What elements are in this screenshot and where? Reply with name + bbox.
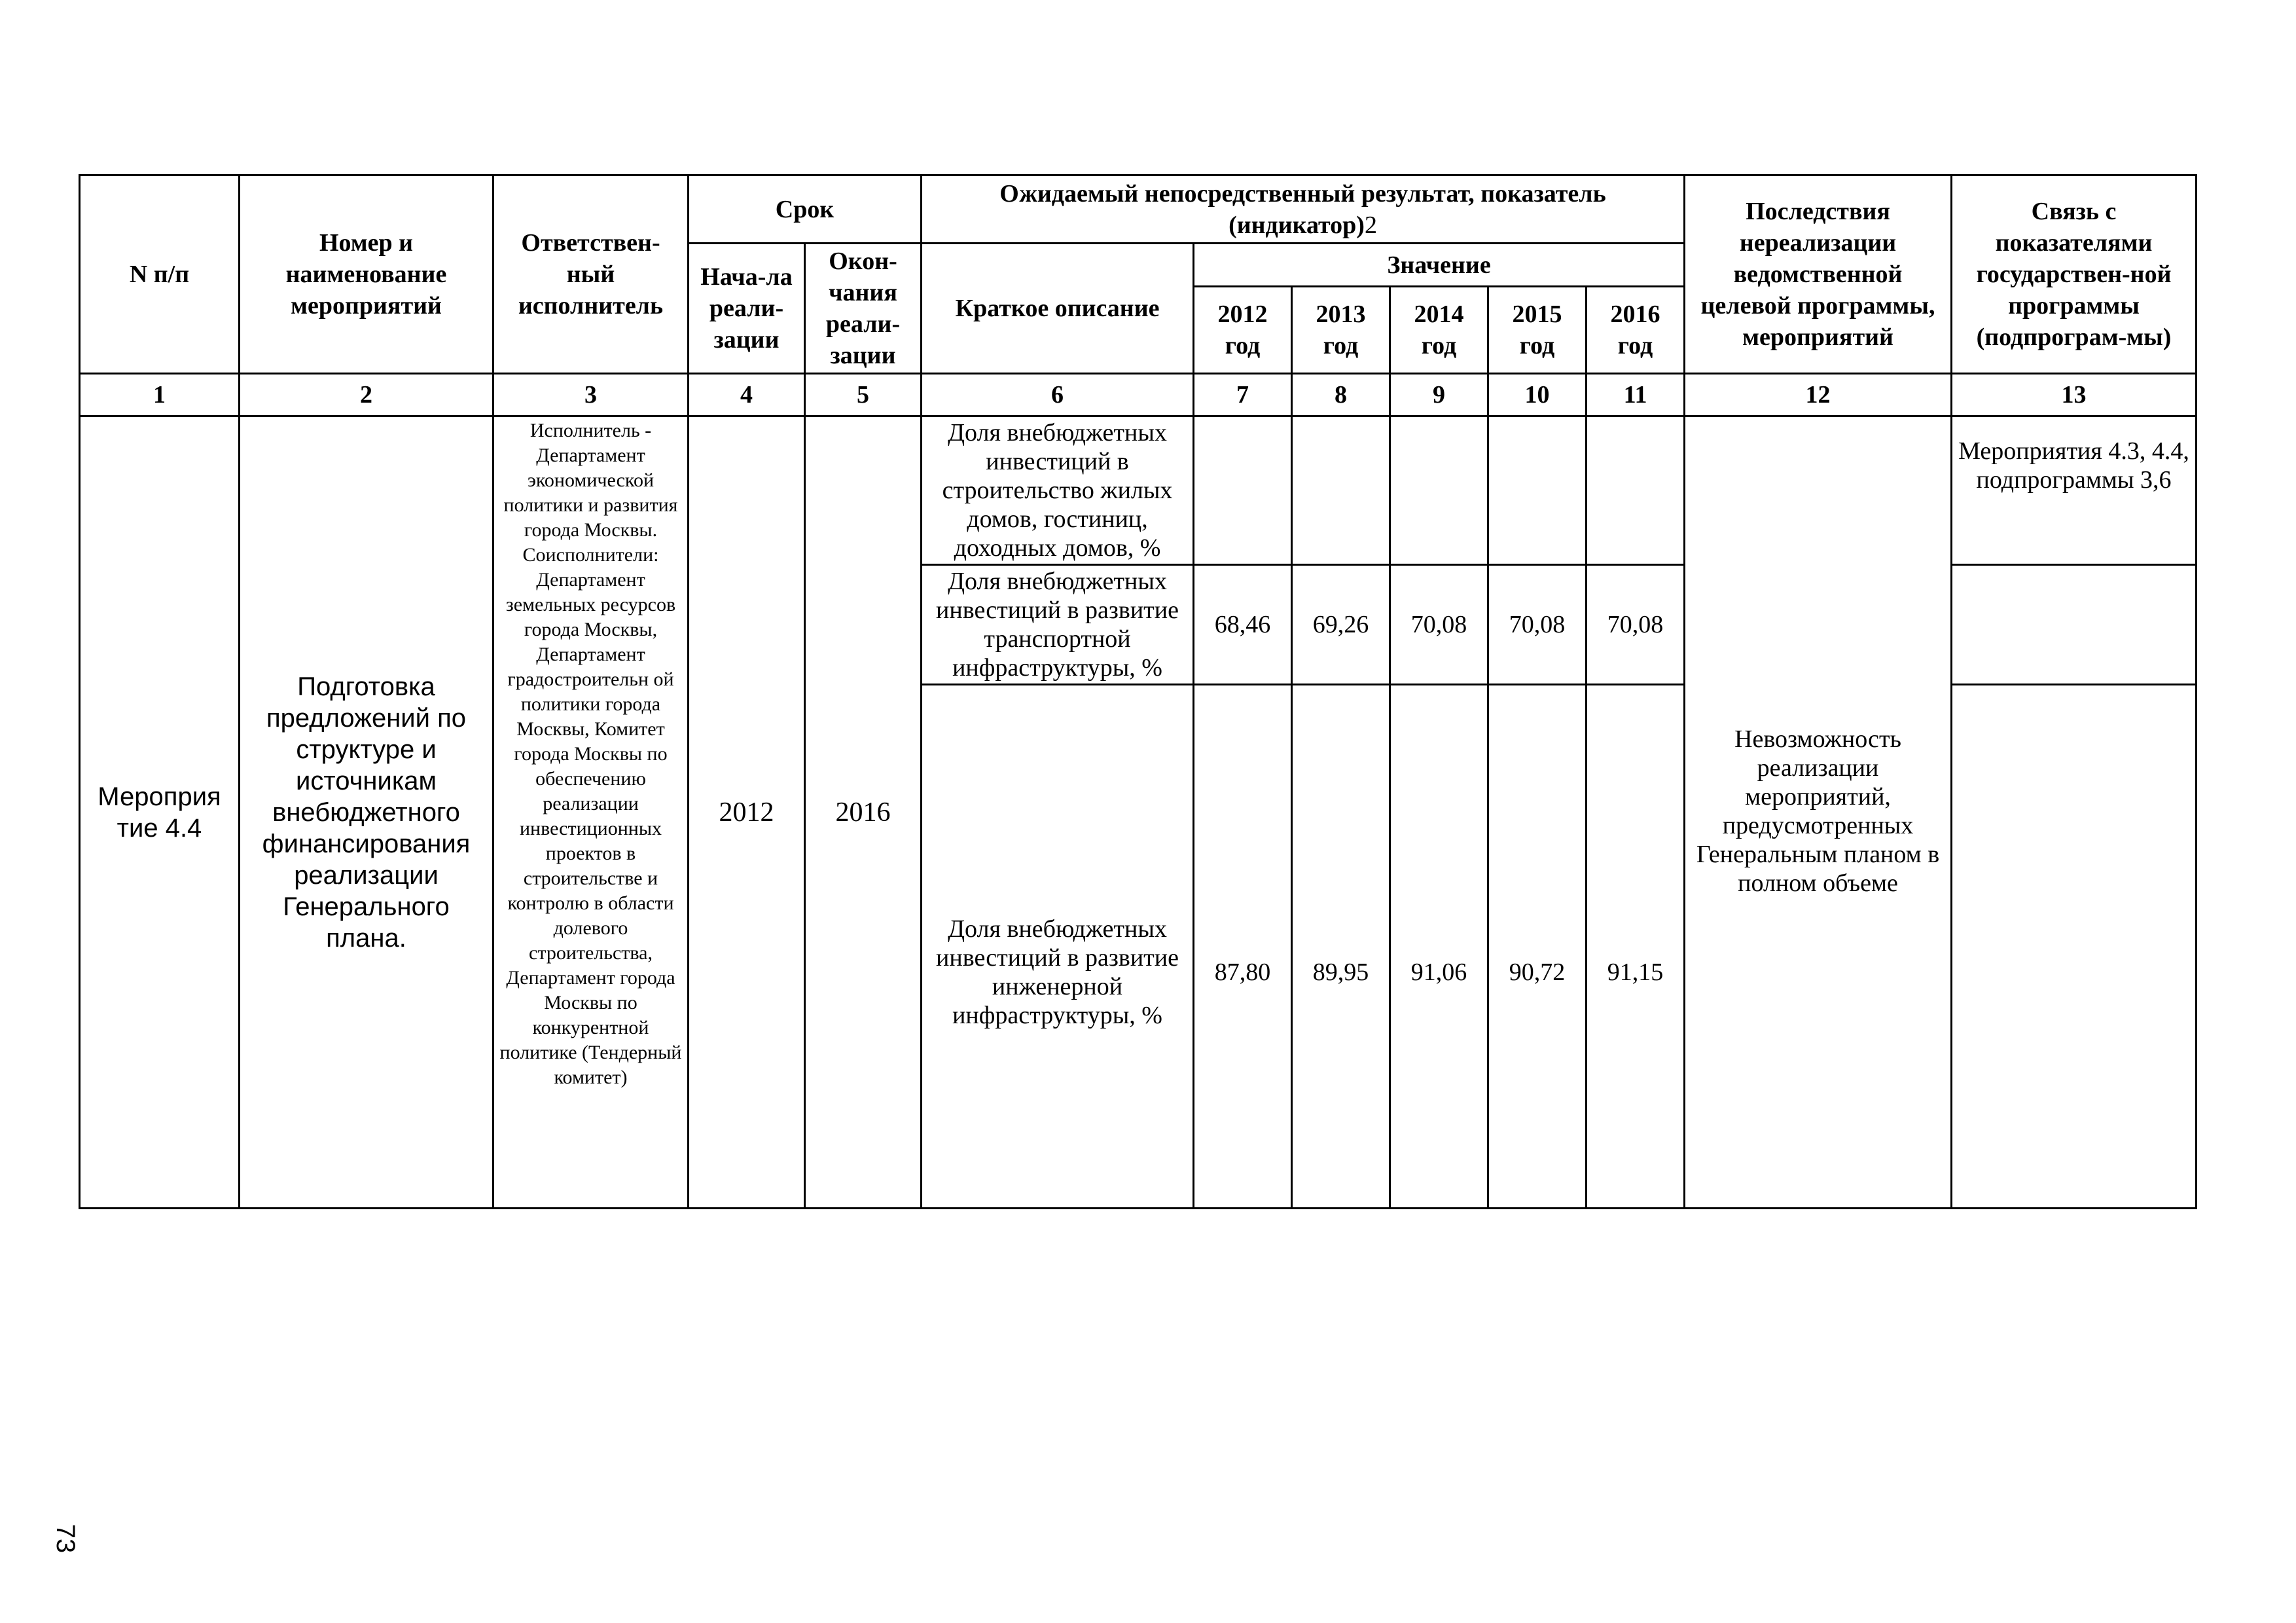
header-link: Связь с показателями государствен-ной программы (подпрограм-мы)	[1952, 175, 2197, 374]
indicator-value	[1292, 416, 1390, 565]
col-number: 6	[922, 374, 1194, 416]
indicator-value	[1390, 416, 1488, 565]
indicator-link	[1952, 565, 2197, 685]
col-number: 4	[689, 374, 805, 416]
page-number: 73	[51, 1523, 81, 1554]
indicator-value: 69,26	[1292, 565, 1390, 685]
header-num: N п/п	[80, 175, 240, 374]
header-year: 2013 год	[1292, 287, 1390, 374]
header-year: 2014 год	[1390, 287, 1488, 374]
indicator-desc: Доля внебюджетных инвестиций в развитие инженерной инфраструктуры, %	[922, 685, 1194, 1209]
header-value: Значение	[1194, 244, 1685, 287]
header-result-text: Ожидаемый непосредственный результат, показатель (индикатор)	[999, 179, 1606, 239]
indicator-value: 91,15	[1587, 685, 1685, 1209]
indicator-link: Мероприятия 4.3, 4.4, подпрограммы 3,6	[1952, 416, 2197, 565]
col-number: 5	[805, 374, 922, 416]
indicator-link	[1952, 685, 2197, 1209]
indicator-value: 91,06	[1390, 685, 1488, 1209]
col-number: 13	[1952, 374, 2197, 416]
header-year: 2012 год	[1194, 287, 1292, 374]
header-term: Срок	[689, 175, 922, 244]
row-consequences: Невозможность реализации мероприятий, предусмотренных Генеральным планом в полном объеме	[1685, 416, 1952, 1209]
indicator-value: 70,08	[1390, 565, 1488, 685]
indicator-value	[1194, 416, 1292, 565]
indicator-value: 87,80	[1194, 685, 1292, 1209]
header-year: 2015 год	[1488, 287, 1587, 374]
indicator-value	[1587, 416, 1685, 565]
activities-table	[79, 174, 2197, 1209]
header-year: 2016 год	[1587, 287, 1685, 374]
col-number: 7	[1194, 374, 1292, 416]
indicator-value: 89,95	[1292, 685, 1390, 1209]
col-number: 11	[1587, 374, 1685, 416]
row-num: Мероприя тие 4.4	[80, 416, 240, 1209]
col-number: 8	[1292, 374, 1390, 416]
header-consequences: Последствия нереализации ведомственной целевой программы, мероприятий	[1685, 175, 1952, 374]
col-number: 9	[1390, 374, 1488, 416]
indicator-value: 90,72	[1488, 685, 1587, 1209]
header-term-end: Окон-чания реали-зации	[805, 244, 922, 374]
indicator-value	[1488, 416, 1587, 565]
col-number: 2	[240, 374, 493, 416]
header-result-sup: 2	[1364, 211, 1377, 239]
header-responsible: Ответствен-ный исполнитель	[493, 175, 689, 374]
row-end: 2016	[805, 416, 922, 1209]
col-number: 3	[493, 374, 689, 416]
table-row	[80, 416, 2197, 565]
indicator-value: 68,46	[1194, 565, 1292, 685]
header-short-desc: Краткое описание	[922, 244, 1194, 374]
col-number: 10	[1488, 374, 1587, 416]
indicator-desc: Доля внебюджетных инвестиций в развитие транспортной инфраструктуры, %	[922, 565, 1194, 685]
row-start: 2012	[689, 416, 805, 1209]
indicator-value: 70,08	[1488, 565, 1587, 685]
header-term-start: Нача-ла реали-зации	[689, 244, 805, 374]
col-number: 12	[1685, 374, 1952, 416]
indicator-value: 70,08	[1587, 565, 1685, 685]
row-name: Подготовка предложений по структуре и источникам внебюджетного финансирования реализации Генерального плана.	[240, 416, 493, 1209]
header-result	[922, 175, 1685, 244]
row-responsible: Исполнитель - Департамент экономической политики и развития города Москвы. Соисполнители: Департамент земельных ресурсов города Москвы, Департамент градостроительн ой политики города Москвы, Комитет города Москвы по обеспечению реализации инвестиционных проектов в строительстве и контролю в области долевого строительства, Департамент города Москвы по конкурентной политике (Тендерный комитет)	[493, 416, 689, 1209]
header-name: Номер и наименование мероприятий	[240, 175, 493, 374]
indicator-desc: Доля внебюджетных инвестиций в строительство жилых домов, гостиниц, доходных домов, %	[922, 416, 1194, 565]
col-number: 1	[80, 374, 240, 416]
